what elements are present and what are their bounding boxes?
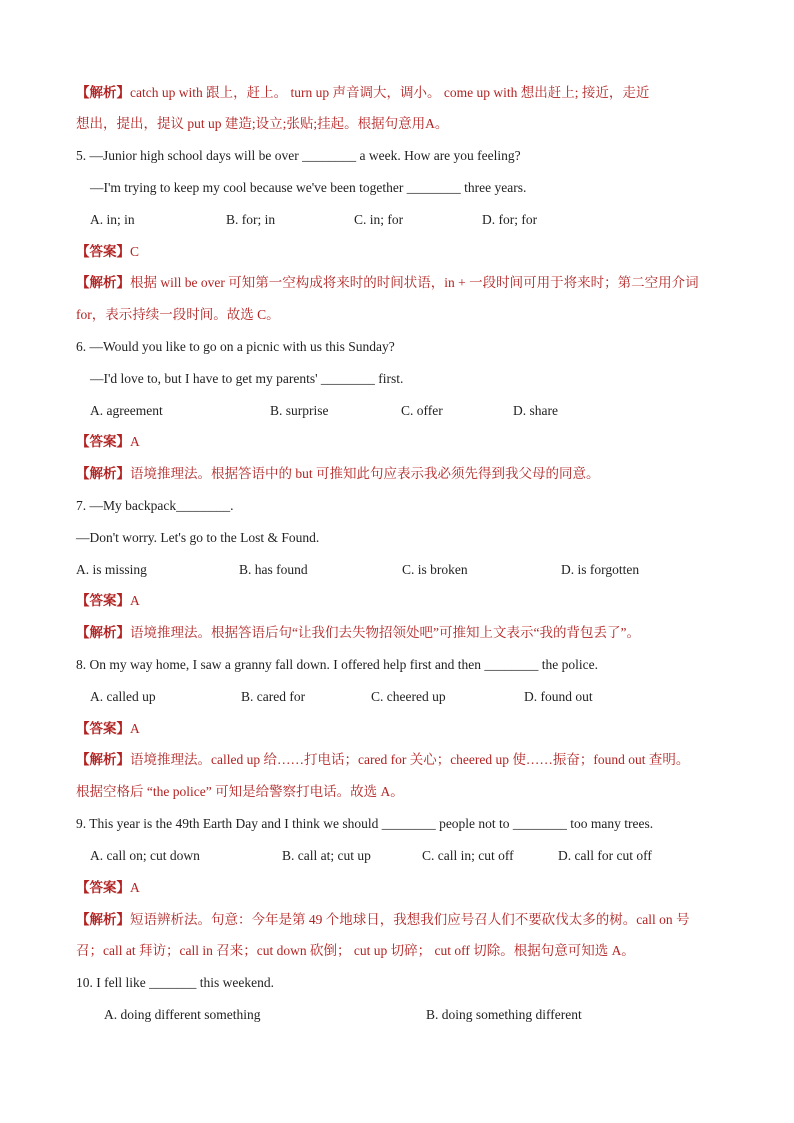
option-c: C. cheered up — [371, 689, 446, 704]
option-a: A. agreement — [90, 403, 163, 418]
option-d: D. share — [513, 403, 558, 418]
option-b: B. cared for — [241, 689, 306, 704]
q5-stem2: —I'm trying to keep my cool because we've been together ________ three years. — [90, 180, 527, 195]
option-c: C. offer — [401, 403, 443, 418]
option-c: C. call in; cut off — [422, 848, 514, 863]
q5-stem: 5. —Junior high school days will be over ________ a week. How are you feeling? — [76, 148, 521, 163]
q6-stem2: —I'd love to, but I have to get my parents' ________ first. — [90, 371, 404, 386]
q4-analysis-line1 — [76, 83, 734, 103]
answer-label: 【答案】 — [76, 244, 130, 259]
q9-analysis-line2: 召；call at 拜访；call in 召来；cut down 砍倒； cut up 切碎； cut off 切除。根据句意可知选 A。 — [76, 943, 635, 958]
answer-label: 【答案】 — [76, 880, 130, 895]
analysis-text: catch up with 跟上，赶上。 turn up 声音调大，调小。 come up with 想出赶上; 接近，走近 — [130, 85, 650, 100]
analysis-label: 【解析】 — [76, 85, 130, 100]
q8-stem: 8. On my way home, I saw a granny fall down. I offered help first and then ________ the police. — [76, 657, 598, 672]
option-b: B. surprise — [270, 403, 329, 418]
q9-stem: 9. This year is the 49th Earth Day and I think we should ________ people not to ________ too many trees. — [76, 816, 654, 831]
q8-analysis-line2: 根据空格后 “the police” 可知是给警察打电话。故选 A。 — [76, 784, 404, 799]
option-b: B. doing something different — [426, 1007, 582, 1022]
q10-stem: 10. I fell like _______ this weekend. — [76, 975, 274, 990]
analysis-label: 【解析】 — [76, 752, 130, 767]
option-b: B. has found — [239, 562, 308, 577]
answer-value: C — [130, 244, 140, 259]
q7-stem: 7. —My backpack________. — [76, 498, 234, 513]
option-a: A. call on; cut down — [90, 848, 200, 863]
answer-value: A — [130, 434, 140, 449]
option-b: B. for; in — [226, 212, 276, 227]
q7-answer — [76, 591, 734, 611]
q7-stem2: —Don't worry. Let's go to the Lost & Found. — [76, 530, 320, 545]
q8-analysis-line1 — [76, 750, 734, 770]
q5-answer — [76, 242, 734, 262]
option-c: C. in; for — [354, 212, 404, 227]
q6-answer — [76, 432, 734, 452]
analysis-text: 短语辨析法。句意：今年是第 49 个地球日，我想我们应号召人们不要砍伐太多的树。call on 号 — [130, 912, 690, 927]
option-a: A. called up — [90, 689, 156, 704]
option-d: D. for; for — [482, 212, 538, 227]
q5-analysis-line2: for，表示持续一段时间。故选 C。 — [76, 307, 280, 322]
answer-label: 【答案】 — [76, 721, 130, 736]
answer-label: 【答案】 — [76, 593, 130, 608]
answer-label: 【答案】 — [76, 434, 130, 449]
analysis-text: 根据 will be over 可知第一空构成将来时的时间状语，in + 一段时间可用于将来时；第二空用介词 — [130, 275, 699, 290]
q9-answer — [76, 878, 734, 898]
q6-stem: 6. —Would you like to go on a picnic with us this Sunday? — [76, 339, 395, 354]
q4-analysis-line2: 想出，提出，提议 put up 建造;设立;张贴;挂起。根据句意用A。 — [76, 116, 449, 131]
analysis-text: 语境推理法。根据答语中的 but 可推知此句应表示我必须先得到我父母的同意。 — [130, 466, 600, 481]
option-d: D. is forgotten — [561, 562, 640, 577]
answer-value: A — [130, 880, 140, 895]
analysis-label: 【解析】 — [76, 912, 130, 927]
q7-analysis-line1 — [76, 623, 734, 643]
option-a: A. in; in — [90, 212, 135, 227]
answer-value: A — [130, 593, 140, 608]
q9-analysis-line1 — [76, 910, 734, 930]
analysis-label: 【解析】 — [76, 275, 130, 290]
q8-answer — [76, 719, 734, 739]
q5-analysis-line1 — [76, 273, 734, 293]
option-b: B. call at; cut up — [282, 848, 371, 863]
option-c: C. is broken — [402, 562, 468, 577]
answer-value: A — [130, 721, 140, 736]
analysis-text: 语境推理法。called up 给……打电话；cared for 关心；cheered up 使……振奋；found out 查明。 — [130, 752, 690, 767]
option-d: D. found out — [524, 689, 593, 704]
analysis-label: 【解析】 — [76, 466, 130, 481]
analysis-text: 语境推理法。根据答语后句“让我们去失物招领处吧”可推知上文表示“我的背包丢了”。 — [130, 625, 640, 640]
option-d: D. call for cut off — [558, 848, 652, 863]
option-a: A. doing different something — [104, 1007, 261, 1022]
option-a: A. is missing — [76, 562, 147, 577]
q6-analysis-line1 — [76, 464, 734, 484]
analysis-label: 【解析】 — [76, 625, 130, 640]
